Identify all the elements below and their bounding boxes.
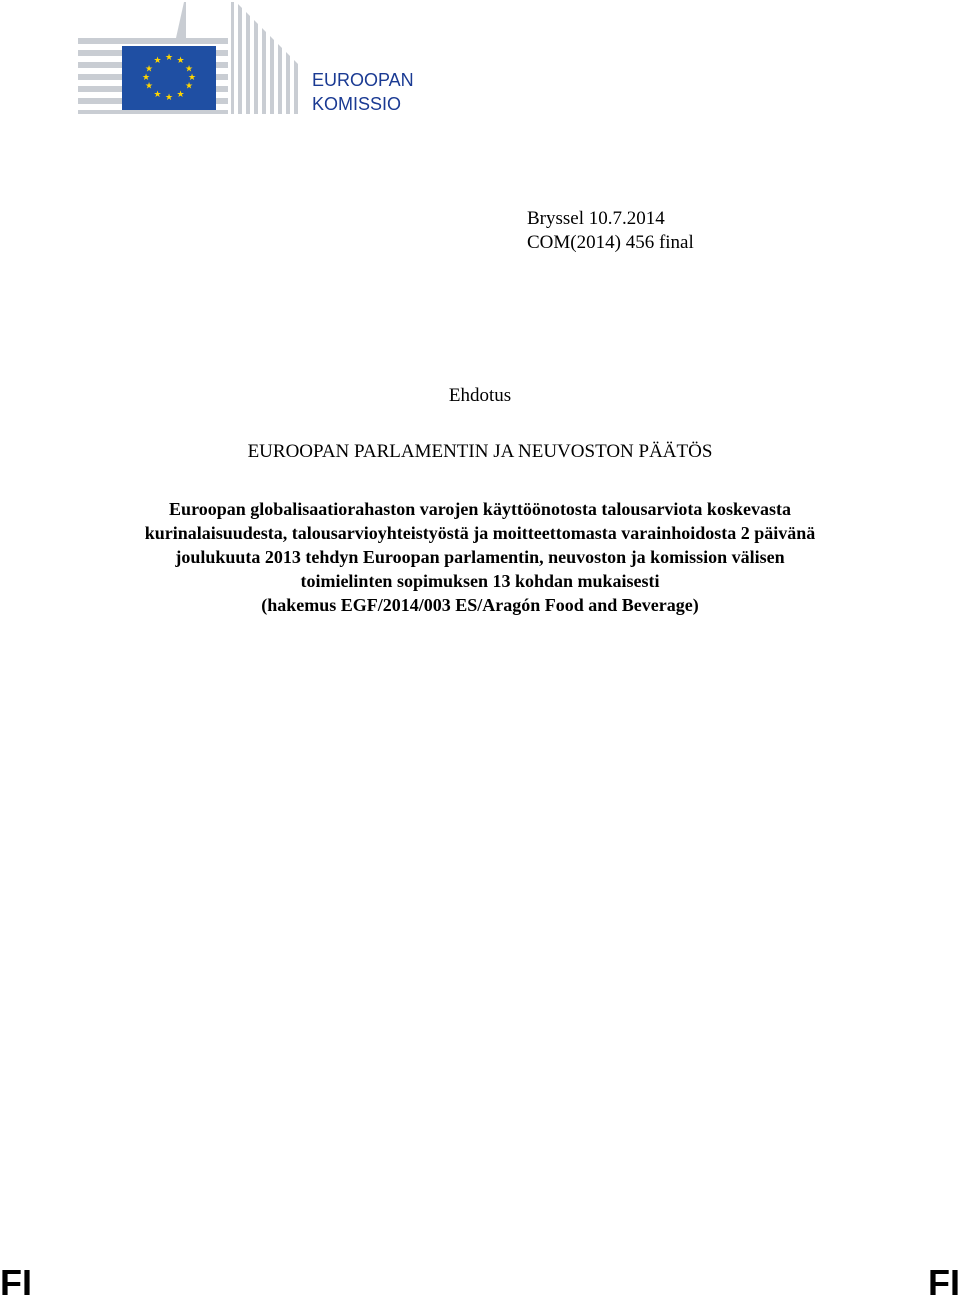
- european-commission-logo: [76, 2, 301, 114]
- svg-text:★: ★: [144, 64, 154, 75]
- svg-text:★: ★: [187, 73, 197, 83]
- svg-text:★: ★: [184, 64, 194, 75]
- svg-text:★: ★: [184, 81, 194, 92]
- reference-block: [527, 207, 694, 255]
- subject-line: Euroopan globalisaatiorahaston varojen käyttöönotosta talousarviota koskevasta: [169, 499, 791, 519]
- svg-text:★: ★: [153, 90, 162, 100]
- org-name-line-2: KOMISSIO: [312, 94, 402, 114]
- svg-text:★: ★: [164, 53, 174, 63]
- subject-line: joulukuuta 2013 tehdyn Euroopan parlamentin, neuvoston ja komission välisen: [175, 547, 785, 567]
- document-type: Ehdotus: [448, 385, 512, 406]
- language-code-right: FI: [928, 1262, 960, 1303]
- place-date: Bryssel 10.7.2014: [527, 208, 665, 229]
- subject-line: kurinalaisuudesta, talousarvioyhteistyöstä ja moitteettomasta varainhoidosta 2 päivänä: [144, 523, 816, 543]
- svg-text:★: ★: [153, 56, 162, 66]
- organization-name: [312, 68, 414, 116]
- svg-text:★: ★: [176, 90, 185, 100]
- document-title: EUROOPAN PARLAMENTIN JA NEUVOSTON PÄÄTÖS: [247, 441, 713, 462]
- svg-text:★: ★: [141, 73, 151, 83]
- language-code-left: FI: [0, 1262, 32, 1303]
- subject-line: (hakemus EGF/2014/003 ES/Aragón Food and Beverage): [261, 595, 699, 615]
- document-number: COM(2014) 456 final: [527, 232, 694, 253]
- org-name-line-1: EUROOPAN: [312, 70, 414, 90]
- commission-building-flag-icon: [76, 2, 301, 114]
- svg-text:★: ★: [164, 93, 174, 103]
- svg-text:★: ★: [144, 81, 154, 92]
- subject-line: toimielinten sopimuksen 13 kohdan mukaisesti: [300, 571, 660, 591]
- svg-text:★: ★: [176, 56, 185, 66]
- document-subject: [40, 497, 920, 617]
